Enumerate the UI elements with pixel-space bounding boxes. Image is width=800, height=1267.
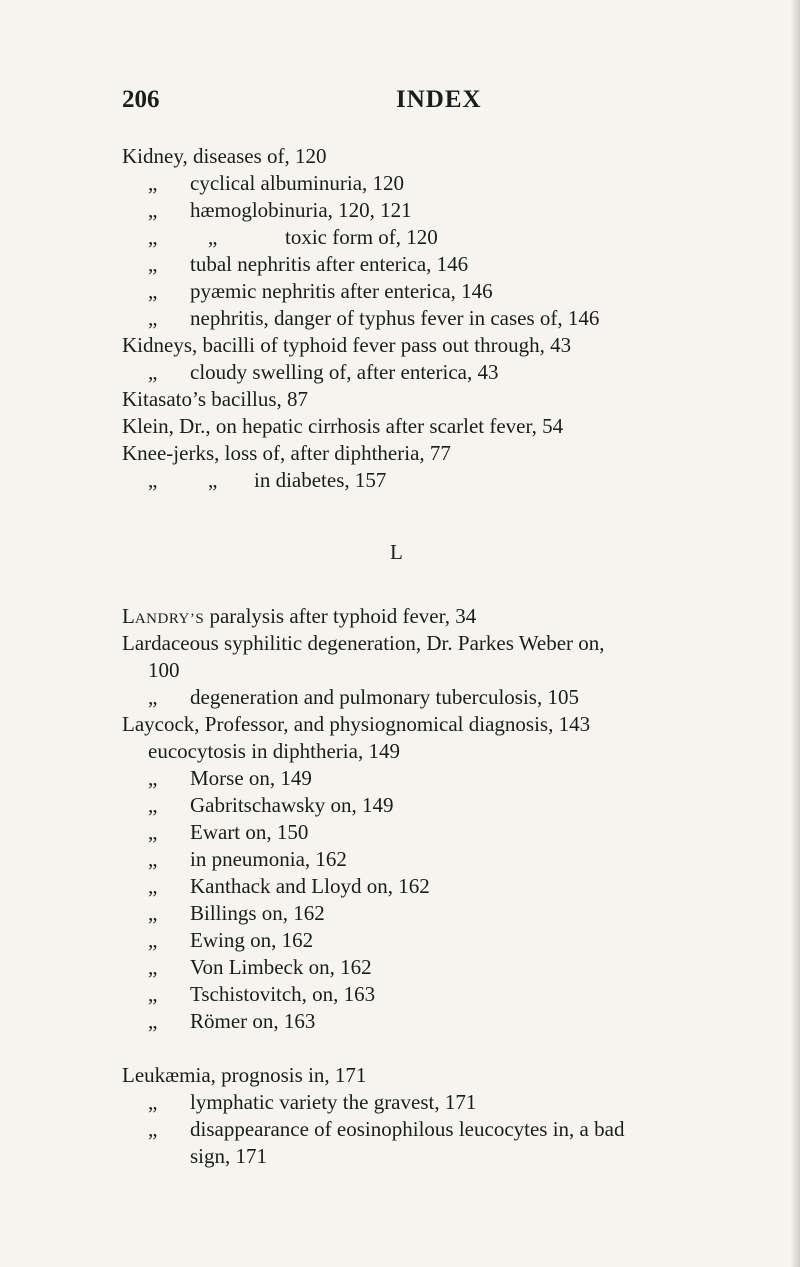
index-page: 206 INDEX Kidney, diseases of, 120 „ cyclical albuminuria, 120 „ hæmoglobinuria, 120, 121 „ „ toxic form of, 120 „ tubal nephritis after enterica, 146 „ pyæmic nephritis after enterica, 146 „ nephritis, danger of typhus fever in cases of, 146 Kidneys, bacilli of typhoid fever pass out through, 43 „ cloudy swelling of, after enterica, 43 Kitasato’s bacillus, 87 Klein, Dr., on hepatic cirrhosis after scarlet fever, 54 Knee-jerks, loss of, after diphtheria, 77 „ „ in diabetes, 157 L LANDRY’S paralysis after typhoid fever, 34 Lardaceous syphilitic degeneration, Dr. Parkes Weber on, 100 „ degeneration and pulmonary tuberculosis, 105 Laycock, Professor, and physiognomical diagnosis, 143 eucocytosis in diphtheria, 149 „ Morse on, 149 „ Gabritschawsky on, 149 „ Ewart on, 150 „ in pneumonia, 162 „ Kanthack and Lloyd on, 162 „ Billings on, 162 „ Ewing on, 162 „ Von Limbeck on, 162 „ Tschistovitch, on, 163 „ Römer on, 163 Leukæmia, prognosis in, 171 „ lymphatic variety the gravest, 171 „ disappearance of eosinophilous leucocytes in, a bad sign, 171 <box>0 0 800 1267</box>
section-letter: L <box>390 540 403 564</box>
running-title: INDEX <box>396 86 482 113</box>
page-number: 206 <box>122 86 160 113</box>
page-header <box>0 86 800 122</box>
